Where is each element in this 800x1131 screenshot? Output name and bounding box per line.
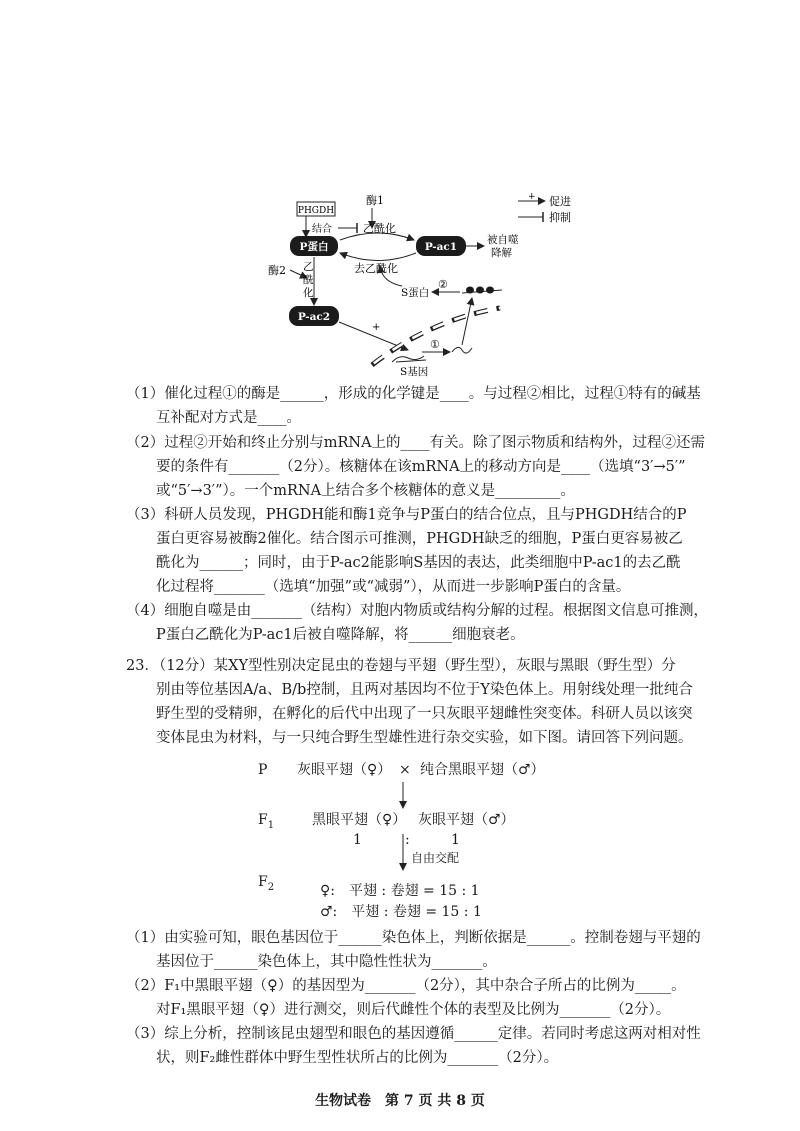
p-protein-label: P蛋白	[299, 241, 329, 253]
q22-line-10: （4）细胞自噬是由_______（结构）对胞内物质或结构分解的过程。根据图文信息可推测，	[126, 603, 708, 619]
promote-plus: +	[372, 322, 381, 333]
ribosome-1	[466, 287, 474, 294]
q22-line-4: 要的条件有_______（2分）。核糖体在该mRNA上的移动方向是____（选填“3′→5′”	[156, 459, 686, 475]
q23-intro-4: 变体昆虫为材料，与一只纯合野生型雄性进行杂交实验，如下图。请回答下列问题。	[156, 730, 693, 746]
q22-line-5: 或“5′→3′”）。一个mRNA上结合多个核糖体的意义是_________。	[156, 483, 575, 499]
cross-p-male: 纯合黑眼平翅（♂）	[420, 762, 545, 778]
cross-f1-female: 黑眼平翅（♀）	[312, 812, 407, 828]
s-protein-label: S蛋白	[401, 287, 430, 299]
q22-line-11: P蛋白乙酰化为P-ac1后被自噬降解，将______细胞衰老。	[156, 627, 525, 643]
acetyl-v1: 乙	[303, 261, 314, 273]
f2-sub: 2	[267, 881, 275, 893]
acetyl-v2: 酰	[303, 274, 314, 286]
q23-intro-1: 23．（12分）某XY型性别决定昆虫的卷翅与平翅（野生型），灰眼与黑眼（野生型）分	[126, 658, 676, 674]
p-ac2-label: P-ac2	[297, 311, 331, 323]
s-gene-label: S基因	[400, 366, 429, 378]
cross-f1-male: 灰眼平翅（♂）	[418, 812, 515, 828]
q23-line-4: 对F₁黑眼平翅（♀）进行测交，则后代雌性个体的表型及比例为_______（2分）。	[156, 1002, 671, 1018]
page-footer: 生物试卷 第 7 页 共 8 页	[315, 1093, 485, 1109]
f1-letter: F	[258, 812, 268, 828]
process2-label: ②	[438, 278, 448, 291]
phgdh-label: PHGDH	[297, 206, 335, 216]
q22-line-6: （3）科研人员发现，PHGDH能和酶1竞争与P蛋白的结合位点，且与PHGDH结合的P	[126, 507, 687, 523]
q23-line-5: （3）综上分析，控制该昆虫翅型和眼色的基因遵循______定律。若同时考虑这两对相对性	[126, 1026, 701, 1042]
q22-line-2: 互补配对方式是____。	[156, 410, 301, 426]
nuclear-membrane-inner	[373, 308, 500, 364]
q23-intro-2: 别由等位基因A/a、B/b控制，且两对基因均不位于Y染色体上。用射线处理一批纯合	[156, 682, 693, 698]
cross-f1-label	[258, 810, 274, 836]
degrade-label: 降解	[491, 247, 512, 259]
q23-line-6: 状，则F₂雌性群体中野生型性状所占的比例为_______（2分）。	[156, 1050, 559, 1066]
cross-ratio-colon: :	[405, 832, 410, 848]
deacetylation-arrow	[340, 253, 416, 261]
f2-letter: F	[258, 874, 268, 890]
enzyme2-label: 酶2	[268, 264, 286, 277]
q23-line-3: （2）F₁中黑眼平翅（♀）的基因型为_______（2分），其中杂合子所占的比例为_____。	[126, 978, 686, 994]
process1-label: ①	[430, 338, 440, 351]
q22-line-7: 蛋白更容易被酶2催化。结合图示可推测，PHGDH缺乏的细胞，P蛋白更容易被乙	[156, 531, 683, 547]
cross-p-label: P	[258, 762, 268, 778]
cross-f2-male: ♂: 平翅 : 卷翅 = 15 : 1	[320, 904, 482, 920]
ribosome-3	[486, 287, 494, 294]
dna-strand-b	[396, 360, 426, 362]
q23-line-1: （1）由实验可知，眼色基因位于______染色体上，判断依据是______。控制卷翅与平翅的	[126, 930, 701, 946]
q22-line-8: 酰化为______；同时，由于P-ac2能影响S基因的表达，此类细胞中P-ac1的去乙酰	[156, 555, 681, 571]
pathway-diagram	[0, 0, 800, 380]
acetyl-v3: 化	[303, 287, 314, 299]
f1-sub: 1	[267, 819, 275, 831]
nuclear-membrane	[372, 308, 500, 365]
cross-f2-female: ♀: 平翅 : 卷翅 = 15 : 1	[320, 883, 480, 899]
bind-label: 结合	[312, 224, 332, 235]
cross-free-mating: 自由交配	[411, 851, 460, 865]
cross-p-female: 灰眼平翅（♀）	[297, 762, 392, 778]
cross-times: ×	[399, 762, 411, 778]
mrna-strand	[452, 347, 472, 353]
deacetylation-label: 去乙酰化	[354, 262, 398, 275]
enzyme1-label: 酶1	[366, 194, 384, 207]
q23-line-2: 基因位于______染色体上，其中隐性性状为_______。	[156, 954, 497, 970]
mrna-export-arrow	[462, 298, 472, 345]
p-ac1-label: P-ac1	[424, 241, 458, 253]
legend-plus: +	[528, 192, 536, 202]
cross-f2-label	[258, 872, 274, 898]
cross-ratio-right: 1	[451, 832, 460, 848]
acetylation-label: 乙酰化	[363, 222, 396, 235]
legend-promote-label: 促进	[549, 195, 571, 208]
q22-line-3: （2）过程②开始和终止分别与mRNA上的____有关。除了图示物质和结构外，过程②还需	[126, 435, 706, 451]
q23-intro-3: 野生型的受精卵，在孵化的后代中出现了一只灰眼平翅雌性突变体。科研人员以该突	[156, 706, 693, 722]
ribosome-2	[476, 287, 484, 294]
autophagy-label: 被自噬	[487, 234, 519, 246]
cross-ratio-left: 1	[353, 832, 362, 848]
q22-line-1: （1）催化过程①的酶是______，形成的化学键是____。与过程②相比，过程①特有的碱基	[126, 386, 701, 402]
q22-line-9: 化过程将_______（选填“加强”或“减弱”），从而进一步影响P蛋白的含量。	[156, 579, 631, 595]
legend-inhibit-label: 抑制	[549, 211, 571, 224]
